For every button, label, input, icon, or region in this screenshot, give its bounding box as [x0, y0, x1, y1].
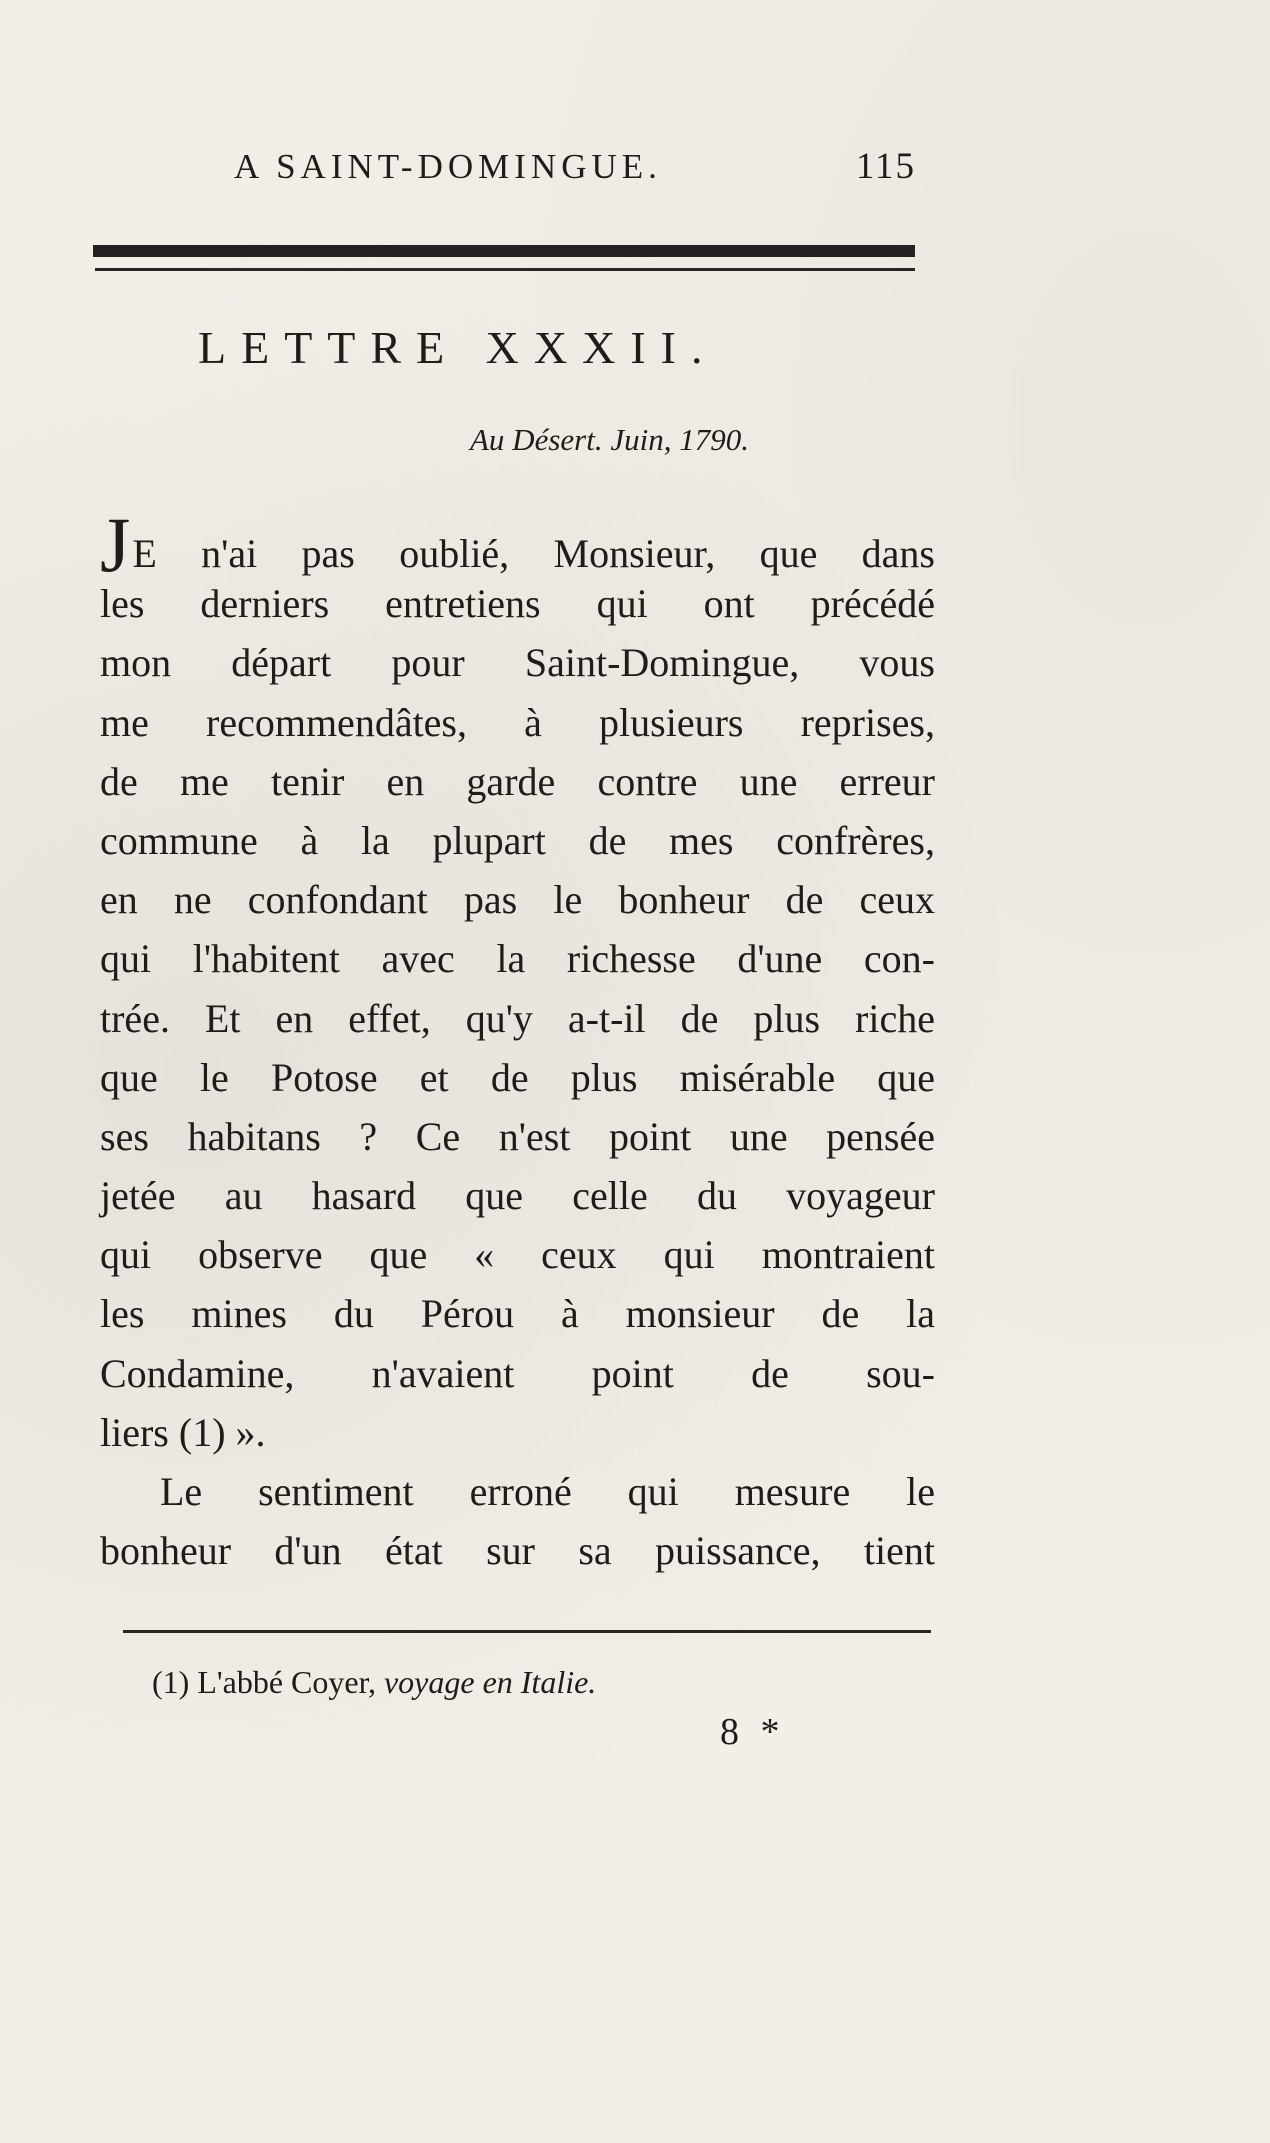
- body-line: commune à la plupart de mes confrères,: [100, 817, 935, 863]
- body-line: les mines du Pérou à monsieur de la: [100, 1291, 935, 1337]
- body-line: les derniers entretiens qui ont précédé: [100, 581, 935, 627]
- body-line: Le sentiment erroné qui mesure le: [160, 1469, 935, 1514]
- header-rule-thick: [93, 245, 915, 257]
- body-line: me recommendâtes, à plusieurs reprises,: [100, 699, 935, 745]
- page-number: 115: [855, 146, 916, 187]
- body-line: bonheur d'un état sur sa puissance, tient: [100, 1528, 935, 1574]
- body-line: trée. Et en effet, qu'y a-t-il de plus riche: [100, 995, 935, 1041]
- body-line: mon départ pour Saint-Domingue, vous: [100, 640, 935, 686]
- drop-cap: J: [100, 501, 131, 588]
- body-line: qui l'habitent avec la richesse d'une con-: [100, 936, 935, 982]
- body-line-text: E n'ai pas oublié, Monsieur, que dans: [132, 531, 935, 576]
- dateline: Au Désert. Juin, 1790.: [470, 422, 749, 457]
- body-line: en ne confondant pas le bonheur de ceux: [100, 877, 935, 923]
- header-rule-thin: [95, 268, 915, 271]
- body-line: ses habitans ? Ce n'est point une pensée: [100, 1113, 935, 1159]
- footnote-marker: (1) L'abbé Coyer,: [152, 1664, 384, 1700]
- running-head: [96, 142, 916, 192]
- footnote-source: voyage en Italie.: [383, 1664, 597, 1700]
- footnote: [152, 1660, 596, 1704]
- body-line: que le Potose et de plus misérable que: [100, 1054, 935, 1100]
- body-line: [100, 501, 935, 588]
- body-text: [100, 501, 935, 1580]
- body-line: liers (1) ».: [100, 1409, 266, 1455]
- footnote-rule: [123, 1630, 931, 1633]
- body-line: jetée au hasard que celle du voyageur: [100, 1173, 935, 1219]
- signature-mark: 8 *: [720, 1711, 786, 1753]
- running-title: A SAINT-DOMINGUE.: [234, 147, 662, 186]
- body-line: qui observe que « ceux qui montraient: [100, 1232, 935, 1278]
- body-line: de me tenir en garde contre une erreur: [100, 758, 935, 804]
- letter-heading: LETTRE XXXII.: [198, 322, 718, 373]
- body-line: Condamine, n'avaient point de sou-: [100, 1350, 935, 1396]
